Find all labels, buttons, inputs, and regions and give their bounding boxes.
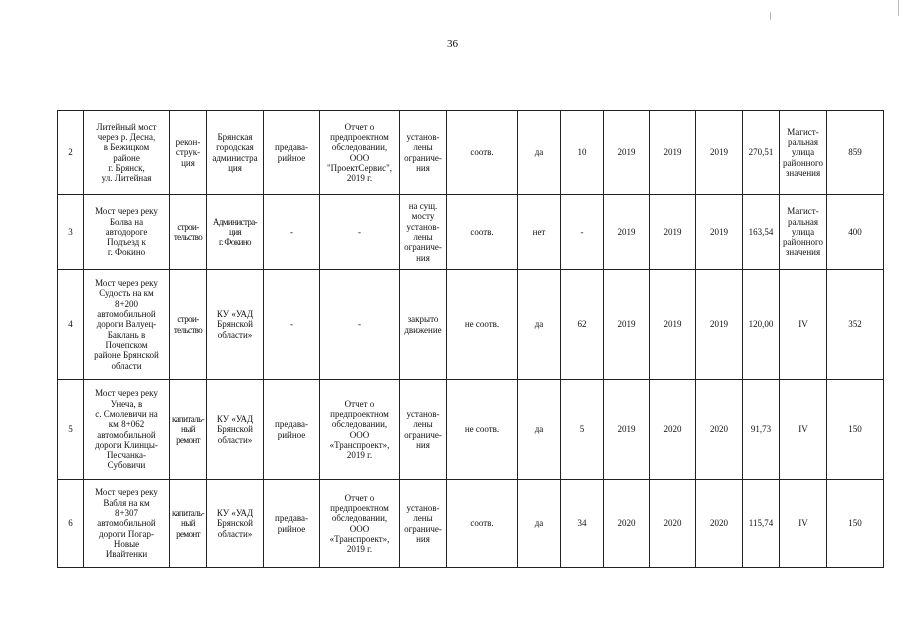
cell-report: - <box>320 270 400 380</box>
cell-report: - <box>320 195 400 270</box>
cell-work-type: строи- тельство <box>170 270 207 380</box>
cell-count: 34 <box>561 480 604 568</box>
cell-flag: да <box>518 270 561 380</box>
cell-year-3: 2019 <box>696 270 743 380</box>
cell-count: 5 <box>561 380 604 480</box>
cell-condition: - <box>264 270 320 380</box>
cell-report: Отчет о предпроектном обследовании, ООО "ПроектСервис", 2019 г. <box>320 111 400 195</box>
cell-work-type: капиталь- ный ремонт <box>170 480 207 568</box>
cell-year-2: 2019 <box>650 111 696 195</box>
cell-count: - <box>561 195 604 270</box>
cell-no: 3 <box>58 195 84 270</box>
cell-year-3: 2019 <box>696 195 743 270</box>
cell-work-type: строи- тельство <box>170 195 207 270</box>
cell-work-type: рекон- струк- ция <box>170 111 207 195</box>
cell-count: 10 <box>561 111 604 195</box>
cell-compliance: соотв. <box>447 480 518 568</box>
cell-length: 270,51 <box>743 111 780 195</box>
scan-edge-mark <box>898 0 899 16</box>
page-number: 36 <box>447 38 458 50</box>
cell-object: Мост через реку Вабля на км 8+307 автомобильной дороги Погар- Новые Ивайтенки <box>84 480 170 568</box>
cell-condition: - <box>264 195 320 270</box>
cell-restriction: установ- лены ограниче- ния <box>400 111 447 195</box>
scan-edge-mark <box>770 12 771 20</box>
cell-flag: нет <box>518 195 561 270</box>
cell-restriction: на сущ. мосту установ- лены ограниче- ния <box>400 195 447 270</box>
cell-condition: предава- рийное <box>264 380 320 480</box>
cell-length: 120,00 <box>743 270 780 380</box>
table-row <box>58 111 884 195</box>
table-row <box>58 380 884 480</box>
cell-total: 150 <box>827 480 884 568</box>
cell-owner: Брянская городская администра ция <box>207 111 264 195</box>
cell-owner: КУ «УАД Брянской области» <box>207 480 264 568</box>
cell-total: 859 <box>827 111 884 195</box>
cell-flag: да <box>518 380 561 480</box>
cell-year-1: 2019 <box>604 111 650 195</box>
cell-category: Магист- ральная улица районного значения <box>780 111 827 195</box>
cell-total: 150 <box>827 380 884 480</box>
cell-year-3: 2019 <box>696 111 743 195</box>
cell-total: 400 <box>827 195 884 270</box>
cell-no: 5 <box>58 380 84 480</box>
cell-owner: КУ «УАД Брянской области» <box>207 380 264 480</box>
cell-no: 6 <box>58 480 84 568</box>
cell-category: Магист- ральная улица районного значения <box>780 195 827 270</box>
cell-owner: КУ «УАД Брянской области» <box>207 270 264 380</box>
cell-object: Мост через реку Судость на км 8+200 автомобильной дороги Валуец- Баклань в Почепском районе Брянской области <box>84 270 170 380</box>
cell-compliance: не соотв. <box>447 270 518 380</box>
cell-condition: предава- рийное <box>264 111 320 195</box>
cell-category: IV <box>780 380 827 480</box>
cell-category: IV <box>780 270 827 380</box>
cell-restriction: закрыто движение <box>400 270 447 380</box>
cell-restriction: установ- лены ограниче- ния <box>400 480 447 568</box>
cell-flag: да <box>518 111 561 195</box>
cell-year-2: 2019 <box>650 195 696 270</box>
cell-flag: да <box>518 480 561 568</box>
table-row <box>58 480 884 568</box>
cell-count: 62 <box>561 270 604 380</box>
cell-work-type: капиталь- ный ремонт <box>170 380 207 480</box>
cell-length: 163,54 <box>743 195 780 270</box>
cell-object: Мост через реку Унеча, в с. Смолевичи на км 8+062 автомобильной дороги Клинцы- Песчанка- Субовичи <box>84 380 170 480</box>
cell-year-3: 2020 <box>696 480 743 568</box>
cell-year-1: 2019 <box>604 270 650 380</box>
cell-compliance: соотв. <box>447 111 518 195</box>
cell-report: Отчет о предпроектном обследовании, ООО «Транспроект», 2019 г. <box>320 480 400 568</box>
table-row <box>58 195 884 270</box>
cell-year-1: 2019 <box>604 195 650 270</box>
cell-compliance: не соотв. <box>447 380 518 480</box>
bridge-works-table <box>57 110 884 568</box>
cell-category: IV <box>780 480 827 568</box>
cell-length: 91,73 <box>743 380 780 480</box>
cell-restriction: установ- лены ограниче- ния <box>400 380 447 480</box>
cell-year-2: 2020 <box>650 480 696 568</box>
cell-no: 4 <box>58 270 84 380</box>
cell-object: Литейный мост через р. Десна, в Бежицком районе г. Брянск, ул. Литейная <box>84 111 170 195</box>
cell-report: Отчет о предпроектном обследовании, ООО «Транспроект», 2019 г. <box>320 380 400 480</box>
table-row <box>58 270 884 380</box>
cell-compliance: соотв. <box>447 195 518 270</box>
cell-length: 115,74 <box>743 480 780 568</box>
cell-year-3: 2020 <box>696 380 743 480</box>
cell-total: 352 <box>827 270 884 380</box>
cell-year-1: 2019 <box>604 380 650 480</box>
cell-condition: предава- рийное <box>264 480 320 568</box>
cell-year-2: 2020 <box>650 380 696 480</box>
cell-object: Мост через реку Болва на автодороге Подъезд к г. Фокино <box>84 195 170 270</box>
cell-no: 2 <box>58 111 84 195</box>
cell-owner: Администра- ция г. Фокино <box>207 195 264 270</box>
cell-year-1: 2020 <box>604 480 650 568</box>
cell-year-2: 2019 <box>650 270 696 380</box>
